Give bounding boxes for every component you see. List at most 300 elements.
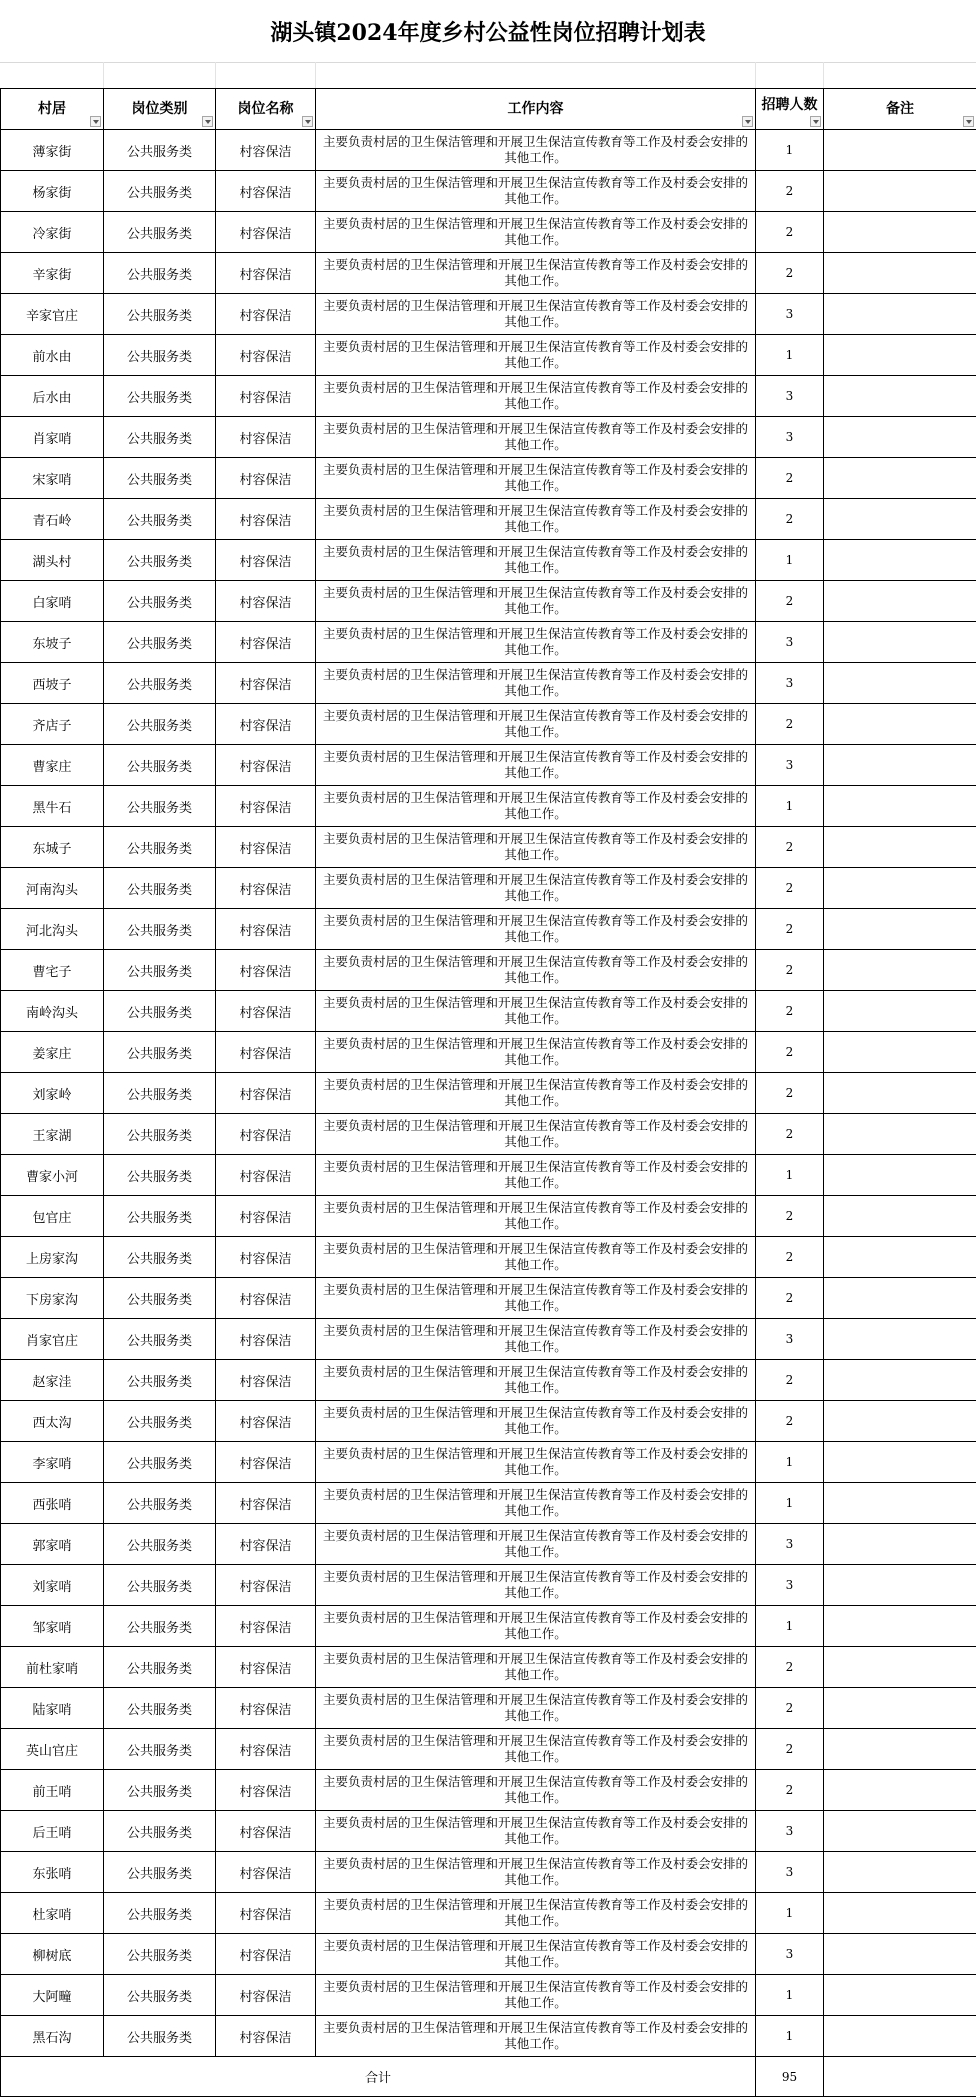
cell-category: 公共服务类 <box>104 1073 216 1114</box>
cell-count: 3 <box>756 1934 824 1975</box>
cell-village: 曹家小河 <box>1 1155 104 1196</box>
cell-count: 3 <box>756 1811 824 1852</box>
cell-count: 2 <box>756 1114 824 1155</box>
filter-dropdown-icon[interactable] <box>90 116 101 127</box>
cell-village: 后水由 <box>1 376 104 417</box>
cell-category: 公共服务类 <box>104 868 216 909</box>
cell-category: 公共服务类 <box>104 581 216 622</box>
cell-category: 公共服务类 <box>104 1237 216 1278</box>
cell-position: 村容保洁 <box>216 1729 316 1770</box>
cell-note <box>824 991 976 1032</box>
cell-note <box>824 704 976 745</box>
cell-position: 村容保洁 <box>216 1770 316 1811</box>
cell-position: 村容保洁 <box>216 704 316 745</box>
cell-position: 村容保洁 <box>216 1401 316 1442</box>
cell-count: 2 <box>756 1360 824 1401</box>
table-row <box>1 458 976 499</box>
cell-category: 公共服务类 <box>104 663 216 704</box>
cell-count: 2 <box>756 1032 824 1073</box>
cell-position: 村容保洁 <box>216 499 316 540</box>
cell-note <box>824 1811 976 1852</box>
cell-position: 村容保洁 <box>216 212 316 253</box>
cell-position: 村容保洁 <box>216 1319 316 1360</box>
header-category <box>104 89 216 130</box>
cell-village: 西张哨 <box>1 1483 104 1524</box>
cell-position: 村容保洁 <box>216 827 316 868</box>
cell-content: 主要负责村居的卫生保洁管理和开展卫生保洁宣传教育等工作及村委会安排的其他工作。 <box>316 1524 756 1565</box>
cell-category: 公共服务类 <box>104 1524 216 1565</box>
table-row <box>1 622 976 663</box>
cell-note <box>824 294 976 335</box>
cell-category: 公共服务类 <box>104 745 216 786</box>
header-position <box>216 89 316 130</box>
table-row <box>1 1401 976 1442</box>
cell-category: 公共服务类 <box>104 704 216 745</box>
cell-note <box>824 786 976 827</box>
cell-count: 2 <box>756 1647 824 1688</box>
cell-position: 村容保洁 <box>216 1565 316 1606</box>
cell-note <box>824 1442 976 1483</box>
cell-content: 主要负责村居的卫生保洁管理和开展卫生保洁宣传教育等工作及村委会安排的其他工作。 <box>316 1852 756 1893</box>
cell-count: 2 <box>756 1688 824 1729</box>
cell-village: 黑牛石 <box>1 786 104 827</box>
cell-village: 河南沟头 <box>1 868 104 909</box>
cell-category: 公共服务类 <box>104 253 216 294</box>
cell-note <box>824 1114 976 1155</box>
table-row <box>1 417 976 458</box>
cell-position: 村容保洁 <box>216 1524 316 1565</box>
cell-village: 杨家街 <box>1 171 104 212</box>
cell-content: 主要负责村居的卫生保洁管理和开展卫生保洁宣传教育等工作及村委会安排的其他工作。 <box>316 663 756 704</box>
cell-category: 公共服务类 <box>104 786 216 827</box>
cell-note <box>824 909 976 950</box>
cell-content: 主要负责村居的卫生保洁管理和开展卫生保洁宣传教育等工作及村委会安排的其他工作。 <box>316 212 756 253</box>
cell-category: 公共服务类 <box>104 1155 216 1196</box>
cell-village: 薄家街 <box>1 130 104 171</box>
cell-category: 公共服务类 <box>104 1565 216 1606</box>
cell-village: 下房家沟 <box>1 1278 104 1319</box>
table-row <box>1 1729 976 1770</box>
cell-count: 2 <box>756 1401 824 1442</box>
cell-category: 公共服务类 <box>104 1319 216 1360</box>
cell-count: 2 <box>756 1196 824 1237</box>
cell-category: 公共服务类 <box>104 171 216 212</box>
cell-village: 刘家哨 <box>1 1565 104 1606</box>
cell-content: 主要负责村居的卫生保洁管理和开展卫生保洁宣传教育等工作及村委会安排的其他工作。 <box>316 540 756 581</box>
cell-village: 前杜家哨 <box>1 1647 104 1688</box>
cell-count: 3 <box>756 294 824 335</box>
cell-category: 公共服务类 <box>104 540 216 581</box>
cell-count: 2 <box>756 909 824 950</box>
cell-village: 白家哨 <box>1 581 104 622</box>
table-row <box>1 1688 976 1729</box>
cell-content: 主要负责村居的卫生保洁管理和开展卫生保洁宣传教育等工作及村委会安排的其他工作。 <box>316 171 756 212</box>
cell-count: 1 <box>756 335 824 376</box>
cell-count: 3 <box>756 1565 824 1606</box>
cell-position: 村容保洁 <box>216 1237 316 1278</box>
cell-content: 主要负责村居的卫生保洁管理和开展卫生保洁宣传教育等工作及村委会安排的其他工作。 <box>316 458 756 499</box>
cell-position: 村容保洁 <box>216 1155 316 1196</box>
cell-content: 主要负责村居的卫生保洁管理和开展卫生保洁宣传教育等工作及村委会安排的其他工作。 <box>316 1032 756 1073</box>
filter-dropdown-icon[interactable] <box>202 116 213 127</box>
cell-count: 3 <box>756 622 824 663</box>
table-row <box>1 1073 976 1114</box>
cell-count: 2 <box>756 868 824 909</box>
table-row <box>1 786 976 827</box>
cell-category: 公共服务类 <box>104 376 216 417</box>
filter-dropdown-icon[interactable] <box>302 116 313 127</box>
cell-village: 青石岭 <box>1 499 104 540</box>
cell-note <box>824 1401 976 1442</box>
cell-content: 主要负责村居的卫生保洁管理和开展卫生保洁宣传教育等工作及村委会安排的其他工作。 <box>316 1360 756 1401</box>
cell-village: 包官庄 <box>1 1196 104 1237</box>
header-village <box>1 89 104 130</box>
table-row <box>1 1811 976 1852</box>
cell-category: 公共服务类 <box>104 1893 216 1934</box>
cell-village: 陆家哨 <box>1 1688 104 1729</box>
filter-dropdown-icon[interactable] <box>810 116 821 127</box>
cell-content: 主要负责村居的卫生保洁管理和开展卫生保洁宣传教育等工作及村委会安排的其他工作。 <box>316 294 756 335</box>
cell-village: 辛家官庄 <box>1 294 104 335</box>
table-row <box>1 1565 976 1606</box>
cell-category: 公共服务类 <box>104 1278 216 1319</box>
cell-position: 村容保洁 <box>216 1360 316 1401</box>
cell-position: 村容保洁 <box>216 458 316 499</box>
cell-category: 公共服务类 <box>104 417 216 458</box>
table-row <box>1 745 976 786</box>
table-row <box>1 581 976 622</box>
cell-content: 主要负责村居的卫生保洁管理和开展卫生保洁宣传教育等工作及村委会安排的其他工作。 <box>316 417 756 458</box>
cell-count: 2 <box>756 1278 824 1319</box>
cell-count: 2 <box>756 212 824 253</box>
cell-note <box>824 1647 976 1688</box>
cell-note <box>824 1278 976 1319</box>
cell-category: 公共服务类 <box>104 1975 216 2016</box>
cell-position: 村容保洁 <box>216 335 316 376</box>
cell-note <box>824 376 976 417</box>
cell-position: 村容保洁 <box>216 417 316 458</box>
cell-content: 主要负责村居的卫生保洁管理和开展卫生保洁宣传教育等工作及村委会安排的其他工作。 <box>316 1893 756 1934</box>
cell-content: 主要负责村居的卫生保洁管理和开展卫生保洁宣传教育等工作及村委会安排的其他工作。 <box>316 1237 756 1278</box>
cell-count: 1 <box>756 1893 824 1934</box>
cell-note <box>824 1975 976 2016</box>
cell-village: 赵家洼 <box>1 1360 104 1401</box>
cell-position: 村容保洁 <box>216 1934 316 1975</box>
cell-village: 东坡子 <box>1 622 104 663</box>
cell-village: 河北沟头 <box>1 909 104 950</box>
table-row <box>1 1934 976 1975</box>
cell-note <box>824 622 976 663</box>
cell-note <box>824 1770 976 1811</box>
cell-position: 村容保洁 <box>216 1606 316 1647</box>
table-row <box>1 130 976 171</box>
cell-position: 村容保洁 <box>216 1852 316 1893</box>
table-row <box>1 294 976 335</box>
cell-category: 公共服务类 <box>104 1401 216 1442</box>
cell-content: 主要负责村居的卫生保洁管理和开展卫生保洁宣传教育等工作及村委会安排的其他工作。 <box>316 1565 756 1606</box>
cell-note <box>824 663 976 704</box>
cell-content: 主要负责村居的卫生保洁管理和开展卫生保洁宣传教育等工作及村委会安排的其他工作。 <box>316 1401 756 1442</box>
cell-count: 1 <box>756 1442 824 1483</box>
cell-category: 公共服务类 <box>104 1770 216 1811</box>
table-row <box>1 540 976 581</box>
cell-village: 曹宅子 <box>1 950 104 991</box>
header-note <box>824 89 976 130</box>
cell-village: 冷家街 <box>1 212 104 253</box>
cell-content: 主要负责村居的卫生保洁管理和开展卫生保洁宣传教育等工作及村委会安排的其他工作。 <box>316 1155 756 1196</box>
cell-position: 村容保洁 <box>216 130 316 171</box>
cell-category: 公共服务类 <box>104 294 216 335</box>
cell-note <box>824 1360 976 1401</box>
cell-category: 公共服务类 <box>104 1647 216 1688</box>
cell-content: 主要负责村居的卫生保洁管理和开展卫生保洁宣传教育等工作及村委会安排的其他工作。 <box>316 786 756 827</box>
cell-village: 前水由 <box>1 335 104 376</box>
cell-category: 公共服务类 <box>104 2016 216 2057</box>
table-row <box>1 909 976 950</box>
cell-content: 主要负责村居的卫生保洁管理和开展卫生保洁宣传教育等工作及村委会安排的其他工作。 <box>316 1483 756 1524</box>
cell-note <box>824 1319 976 1360</box>
cell-category: 公共服务类 <box>104 1729 216 1770</box>
cell-village: 东张哨 <box>1 1852 104 1893</box>
cell-content: 主要负责村居的卫生保洁管理和开展卫生保洁宣传教育等工作及村委会安排的其他工作。 <box>316 909 756 950</box>
cell-note <box>824 540 976 581</box>
header-note-label: 备注 <box>886 101 914 117</box>
cell-content: 主要负责村居的卫生保洁管理和开展卫生保洁宣传教育等工作及村委会安排的其他工作。 <box>316 253 756 294</box>
cell-note <box>824 1032 976 1073</box>
table-row <box>1 1893 976 1934</box>
page-title: 湖头镇2024年度乡村公益性岗位招聘计划表 <box>0 0 976 63</box>
total-row <box>1 2057 976 2097</box>
cell-note <box>824 1893 976 1934</box>
cell-content: 主要负责村居的卫生保洁管理和开展卫生保洁宣传教育等工作及村委会安排的其他工作。 <box>316 499 756 540</box>
total-note <box>824 2057 976 2097</box>
cell-note <box>824 1073 976 1114</box>
cell-village: 李家哨 <box>1 1442 104 1483</box>
table-row <box>1 1770 976 1811</box>
cell-position: 村容保洁 <box>216 1073 316 1114</box>
header-position-label: 岗位名称 <box>237 101 294 117</box>
cell-position: 村容保洁 <box>216 1442 316 1483</box>
table-row <box>1 2016 976 2057</box>
cell-note <box>824 1155 976 1196</box>
cell-count: 3 <box>756 376 824 417</box>
cell-village: 黑石沟 <box>1 2016 104 2057</box>
cell-content: 主要负责村居的卫生保洁管理和开展卫生保洁宣传教育等工作及村委会安排的其他工作。 <box>316 1975 756 2016</box>
table-row <box>1 1196 976 1237</box>
table-row <box>1 991 976 1032</box>
cell-village: 上房家沟 <box>1 1237 104 1278</box>
table-row <box>1 827 976 868</box>
cell-village: 湖头村 <box>1 540 104 581</box>
cell-position: 村容保洁 <box>216 1196 316 1237</box>
cell-village: 王家湖 <box>1 1114 104 1155</box>
cell-content: 主要负责村居的卫生保洁管理和开展卫生保洁宣传教育等工作及村委会安排的其他工作。 <box>316 1770 756 1811</box>
header-row <box>1 89 976 130</box>
cell-category: 公共服务类 <box>104 1852 216 1893</box>
cell-category: 公共服务类 <box>104 130 216 171</box>
cell-position: 村容保洁 <box>216 581 316 622</box>
cell-note <box>824 745 976 786</box>
cell-village: 曹家庄 <box>1 745 104 786</box>
cell-note <box>824 130 976 171</box>
cell-village: 英山官庄 <box>1 1729 104 1770</box>
cell-village: 前王哨 <box>1 1770 104 1811</box>
table-row <box>1 1442 976 1483</box>
cell-content: 主要负责村居的卫生保洁管理和开展卫生保洁宣传教育等工作及村委会安排的其他工作。 <box>316 130 756 171</box>
cell-village: 辛家街 <box>1 253 104 294</box>
table-row <box>1 1155 976 1196</box>
cell-position: 村容保洁 <box>216 540 316 581</box>
filter-dropdown-icon[interactable] <box>742 116 753 127</box>
table-row <box>1 1319 976 1360</box>
cell-content: 主要负责村居的卫生保洁管理和开展卫生保洁宣传教育等工作及村委会安排的其他工作。 <box>316 745 756 786</box>
cell-content: 主要负责村居的卫生保洁管理和开展卫生保洁宣传教育等工作及村委会安排的其他工作。 <box>316 827 756 868</box>
cell-village: 肖家官庄 <box>1 1319 104 1360</box>
table-row <box>1 1237 976 1278</box>
cell-count: 1 <box>756 2016 824 2057</box>
cell-count: 2 <box>756 1770 824 1811</box>
cell-count: 1 <box>756 1155 824 1196</box>
cell-content: 主要负责村居的卫生保洁管理和开展卫生保洁宣传教育等工作及村委会安排的其他工作。 <box>316 950 756 991</box>
cell-note <box>824 1852 976 1893</box>
cell-note <box>824 868 976 909</box>
cell-count: 1 <box>756 786 824 827</box>
cell-content: 主要负责村居的卫生保洁管理和开展卫生保洁宣传教育等工作及村委会安排的其他工作。 <box>316 1278 756 1319</box>
cell-category: 公共服务类 <box>104 212 216 253</box>
cell-content: 主要负责村居的卫生保洁管理和开展卫生保洁宣传教育等工作及村委会安排的其他工作。 <box>316 622 756 663</box>
cell-count: 2 <box>756 704 824 745</box>
cell-count: 2 <box>756 827 824 868</box>
cell-position: 村容保洁 <box>216 868 316 909</box>
cell-position: 村容保洁 <box>216 909 316 950</box>
cell-count: 1 <box>756 1975 824 2016</box>
cell-note <box>824 253 976 294</box>
cell-category: 公共服务类 <box>104 1114 216 1155</box>
cell-content: 主要负责村居的卫生保洁管理和开展卫生保洁宣传教育等工作及村委会安排的其他工作。 <box>316 376 756 417</box>
cell-content: 主要负责村居的卫生保洁管理和开展卫生保洁宣传教育等工作及村委会安排的其他工作。 <box>316 1606 756 1647</box>
cell-village: 宋家哨 <box>1 458 104 499</box>
cell-position: 村容保洁 <box>216 663 316 704</box>
cell-village: 柳树底 <box>1 1934 104 1975</box>
cell-count: 1 <box>756 1606 824 1647</box>
cell-category: 公共服务类 <box>104 1442 216 1483</box>
table-row <box>1 1975 976 2016</box>
cell-count: 2 <box>756 499 824 540</box>
cell-note <box>824 1729 976 1770</box>
cell-category: 公共服务类 <box>104 1934 216 1975</box>
table-row <box>1 1483 976 1524</box>
cell-position: 村容保洁 <box>216 1032 316 1073</box>
cell-position: 村容保洁 <box>216 1483 316 1524</box>
cell-village: 肖家哨 <box>1 417 104 458</box>
header-count <box>756 89 824 130</box>
cell-village: 齐店子 <box>1 704 104 745</box>
cell-note <box>824 1237 976 1278</box>
cell-category: 公共服务类 <box>104 335 216 376</box>
cell-content: 主要负责村居的卫生保洁管理和开展卫生保洁宣传教育等工作及村委会安排的其他工作。 <box>316 1442 756 1483</box>
cell-count: 3 <box>756 663 824 704</box>
table-row <box>1 868 976 909</box>
cell-count: 2 <box>756 1237 824 1278</box>
cell-note <box>824 1565 976 1606</box>
cell-category: 公共服务类 <box>104 827 216 868</box>
cell-position: 村容保洁 <box>216 1975 316 2016</box>
cell-category: 公共服务类 <box>104 909 216 950</box>
cell-village: 南岭沟头 <box>1 991 104 1032</box>
cell-note <box>824 1483 976 1524</box>
cell-position: 村容保洁 <box>216 786 316 827</box>
table-row <box>1 335 976 376</box>
cell-count: 2 <box>756 950 824 991</box>
cell-note <box>824 1934 976 1975</box>
cell-position: 村容保洁 <box>216 991 316 1032</box>
header-content-label: 工作内容 <box>507 101 564 117</box>
filter-dropdown-icon[interactable] <box>963 116 974 127</box>
table-row <box>1 1032 976 1073</box>
recruitment-table <box>0 88 976 2097</box>
cell-category: 公共服务类 <box>104 1811 216 1852</box>
cell-position: 村容保洁 <box>216 1688 316 1729</box>
cell-village: 后王哨 <box>1 1811 104 1852</box>
cell-content: 主要负责村居的卫生保洁管理和开展卫生保洁宣传教育等工作及村委会安排的其他工作。 <box>316 1811 756 1852</box>
cell-content: 主要负责村居的卫生保洁管理和开展卫生保洁宣传教育等工作及村委会安排的其他工作。 <box>316 1196 756 1237</box>
cell-village: 大阿疃 <box>1 1975 104 2016</box>
cell-position: 村容保洁 <box>216 1811 316 1852</box>
cell-note <box>824 1688 976 1729</box>
cell-content: 主要负责村居的卫生保洁管理和开展卫生保洁宣传教育等工作及村委会安排的其他工作。 <box>316 1319 756 1360</box>
cell-category: 公共服务类 <box>104 1606 216 1647</box>
header-count-label: 招聘人数 <box>761 97 818 113</box>
cell-position: 村容保洁 <box>216 1647 316 1688</box>
cell-note <box>824 335 976 376</box>
cell-position: 村容保洁 <box>216 1114 316 1155</box>
cell-count: 3 <box>756 1319 824 1360</box>
cell-note <box>824 1196 976 1237</box>
table-row <box>1 1114 976 1155</box>
total-label: 合计 <box>1 2057 756 2097</box>
spacer-row <box>0 62 976 88</box>
cell-count: 3 <box>756 1524 824 1565</box>
cell-content: 主要负责村居的卫生保洁管理和开展卫生保洁宣传教育等工作及村委会安排的其他工作。 <box>316 991 756 1032</box>
cell-content: 主要负责村居的卫生保洁管理和开展卫生保洁宣传教育等工作及村委会安排的其他工作。 <box>316 1934 756 1975</box>
cell-count: 1 <box>756 1483 824 1524</box>
cell-position: 村容保洁 <box>216 745 316 786</box>
table-row <box>1 1852 976 1893</box>
table-row <box>1 1647 976 1688</box>
cell-category: 公共服务类 <box>104 499 216 540</box>
cell-village: 杜家哨 <box>1 1893 104 1934</box>
cell-position: 村容保洁 <box>216 1893 316 1934</box>
cell-content: 主要负责村居的卫生保洁管理和开展卫生保洁宣传教育等工作及村委会安排的其他工作。 <box>316 1647 756 1688</box>
header-content <box>316 89 756 130</box>
cell-category: 公共服务类 <box>104 1360 216 1401</box>
table-row <box>1 1360 976 1401</box>
cell-category: 公共服务类 <box>104 622 216 663</box>
table-row <box>1 253 976 294</box>
table-row <box>1 499 976 540</box>
cell-village: 东城子 <box>1 827 104 868</box>
cell-count: 2 <box>756 1729 824 1770</box>
cell-content: 主要负责村居的卫生保洁管理和开展卫生保洁宣传教育等工作及村委会安排的其他工作。 <box>316 1114 756 1155</box>
cell-position: 村容保洁 <box>216 376 316 417</box>
cell-category: 公共服务类 <box>104 1032 216 1073</box>
cell-position: 村容保洁 <box>216 1278 316 1319</box>
cell-position: 村容保洁 <box>216 622 316 663</box>
cell-village: 西太沟 <box>1 1401 104 1442</box>
cell-village: 邹家哨 <box>1 1606 104 1647</box>
cell-village: 西坡子 <box>1 663 104 704</box>
table-row <box>1 1524 976 1565</box>
